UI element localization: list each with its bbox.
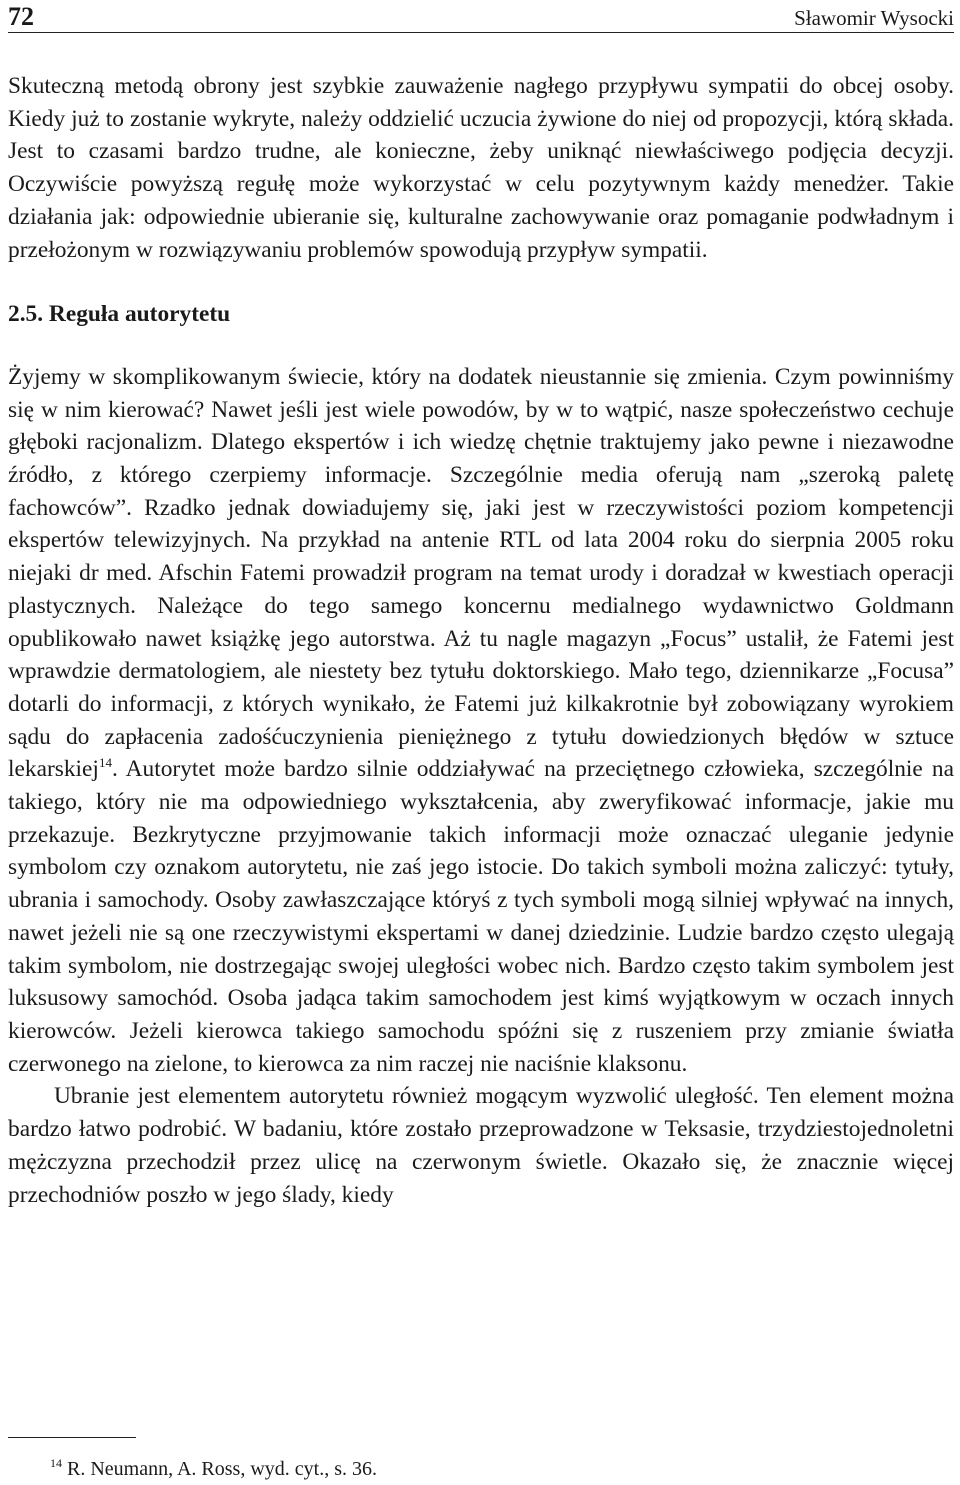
footnote-number: 14 [50, 1456, 62, 1470]
page-header [8, 0, 954, 33]
paragraph-3: Ubranie jest elementem autorytetu również mogącym wyzwolić uległość. Ten element można bardzo łatwo podrobić. W badaniu, które zostało przeprowadzone w Teksasie, trzydziestojednoletni mężczyzna przechodził przez ulicę na czerwonym świetle. Okazało się, że znacznie więcej przechodniów poszło w jego ślady, kiedy [8, 1083, 954, 1208]
section-heading: 2.5. Reguła autorytetu [8, 301, 231, 328]
footnote-divider [8, 1437, 136, 1438]
running-head-author: Sławomir Wysocki [794, 6, 954, 30]
footnote-reference[interactable]: 14 [98, 755, 112, 771]
page-number: 72 [8, 2, 34, 31]
paragraph-2-part-1: Żyjemy w skomplikowanym świecie, który na dodatek nieustannie się zmienia. Czym powinniśmy się w nim kierować? Nawet jeśli jest wiele powodów, by w to wątpić, nasze społeczeństwo cechuje głęboki racjonalizm. Dlatego ekspertów i ich wiedzę chętnie traktujemy jako pewne i niezawodne źródło, z którego czerpiemy informacje. Szczególnie media oferują nam „szeroką paletę fachowców”. Rzadko jednak dowiadujemy się, jaki jest w rzeczywistości poziom kompetencji ekspertów telewizyjnych. Na przykład na antenie RTL od lata 2004 roku do sierpnia 2005 roku niejaki dr med. Afschin Fatemi prowadził program na temat urody i doradzał w kwestiach operacji plastycznych. Należące do tego samego koncernu medialnego wydawnictwo Goldmann opublikowało nawet książkę jego autorstwa. Aż tu nagle magazyn „Focus” ustalił, że Fatemi jest wprawdzie dermatologiem, ale niestety bez tytułu doktorskiego. Mało tego, dziennikarze „Focusa” dotarli do informacji, z których wynikało, że Fatemi już kilkakrotnie był zobowiązany wyrokiem sądu do zapłacenia zadośćuczynienia pieniężnego z tytułu dowiedzionych błędów w sztuce lekarskiej [8, 363, 954, 783]
footnote [50, 1457, 377, 1481]
paragraph-1: Skuteczną metodą obrony jest szybkie zauważenie nagłego przypływu sympatii do obcej osoby. Kiedy już to zostanie wykryte, należy oddzielić uczucia żywione do niej od propozycji, którą składa. Jest to czasami bardzo trudne, ale konieczne, żeby uniknąć niewłaściwego podjęcia decyzji. Oczywiście powyższą regułę może wykorzystać w celu pozytywnym każdy menedżer. Takie działania jak: odpowiednie ubieranie się, kulturalne zachowywanie oraz pomaganie podwładnym i przełożonym w rozwiązywaniu problemów spowodują przypływ sympatii. [8, 73, 954, 263]
paragraph-2 [8, 361, 954, 1080]
body-text [8, 70, 954, 1211]
paragraph-2-part-2: . Autorytet może bardzo silnie oddziaływać na przeciętnego człowieka, szczególnie na takiego, który nie ma odpowiedniego wykształcenia, aby zweryfikować informacje, jakie mu przekazuje. Bezkrytyczne przyjmowanie takich informacji może oznaczać uleganie jedynie symbolom czy oznakom autorytetu, nie zaś jego istocie. Do takich symboli można zaliczyć: tytuły, ubrania i samochody. Osoby zawłaszczające któryś z tych symboli mogą silniej wpływać na innych, nawet jeżeli nie są one rzeczywistymi ekspertami w danej dziedzinie. Ludzie bardzo często ulegają takim symbolom, nie dostrzegając swojej uległości wobec nich. Bardzo często takim symbolem jest luksusowy samochód. Osoba jadąca takim samochodem jest kimś wyjątkowym w oczach innych kierowców. Jeżeli kierowca takiego samochodu spóźni się z ruszeniem przy zmianie światła czerwonego na zielone, to kierowca za nim raczej nie naciśnie klaksonu. [8, 756, 954, 1077]
footnote-text: R. Neumann, A. Ross, wyd. cyt., s. 36. [62, 1458, 377, 1480]
